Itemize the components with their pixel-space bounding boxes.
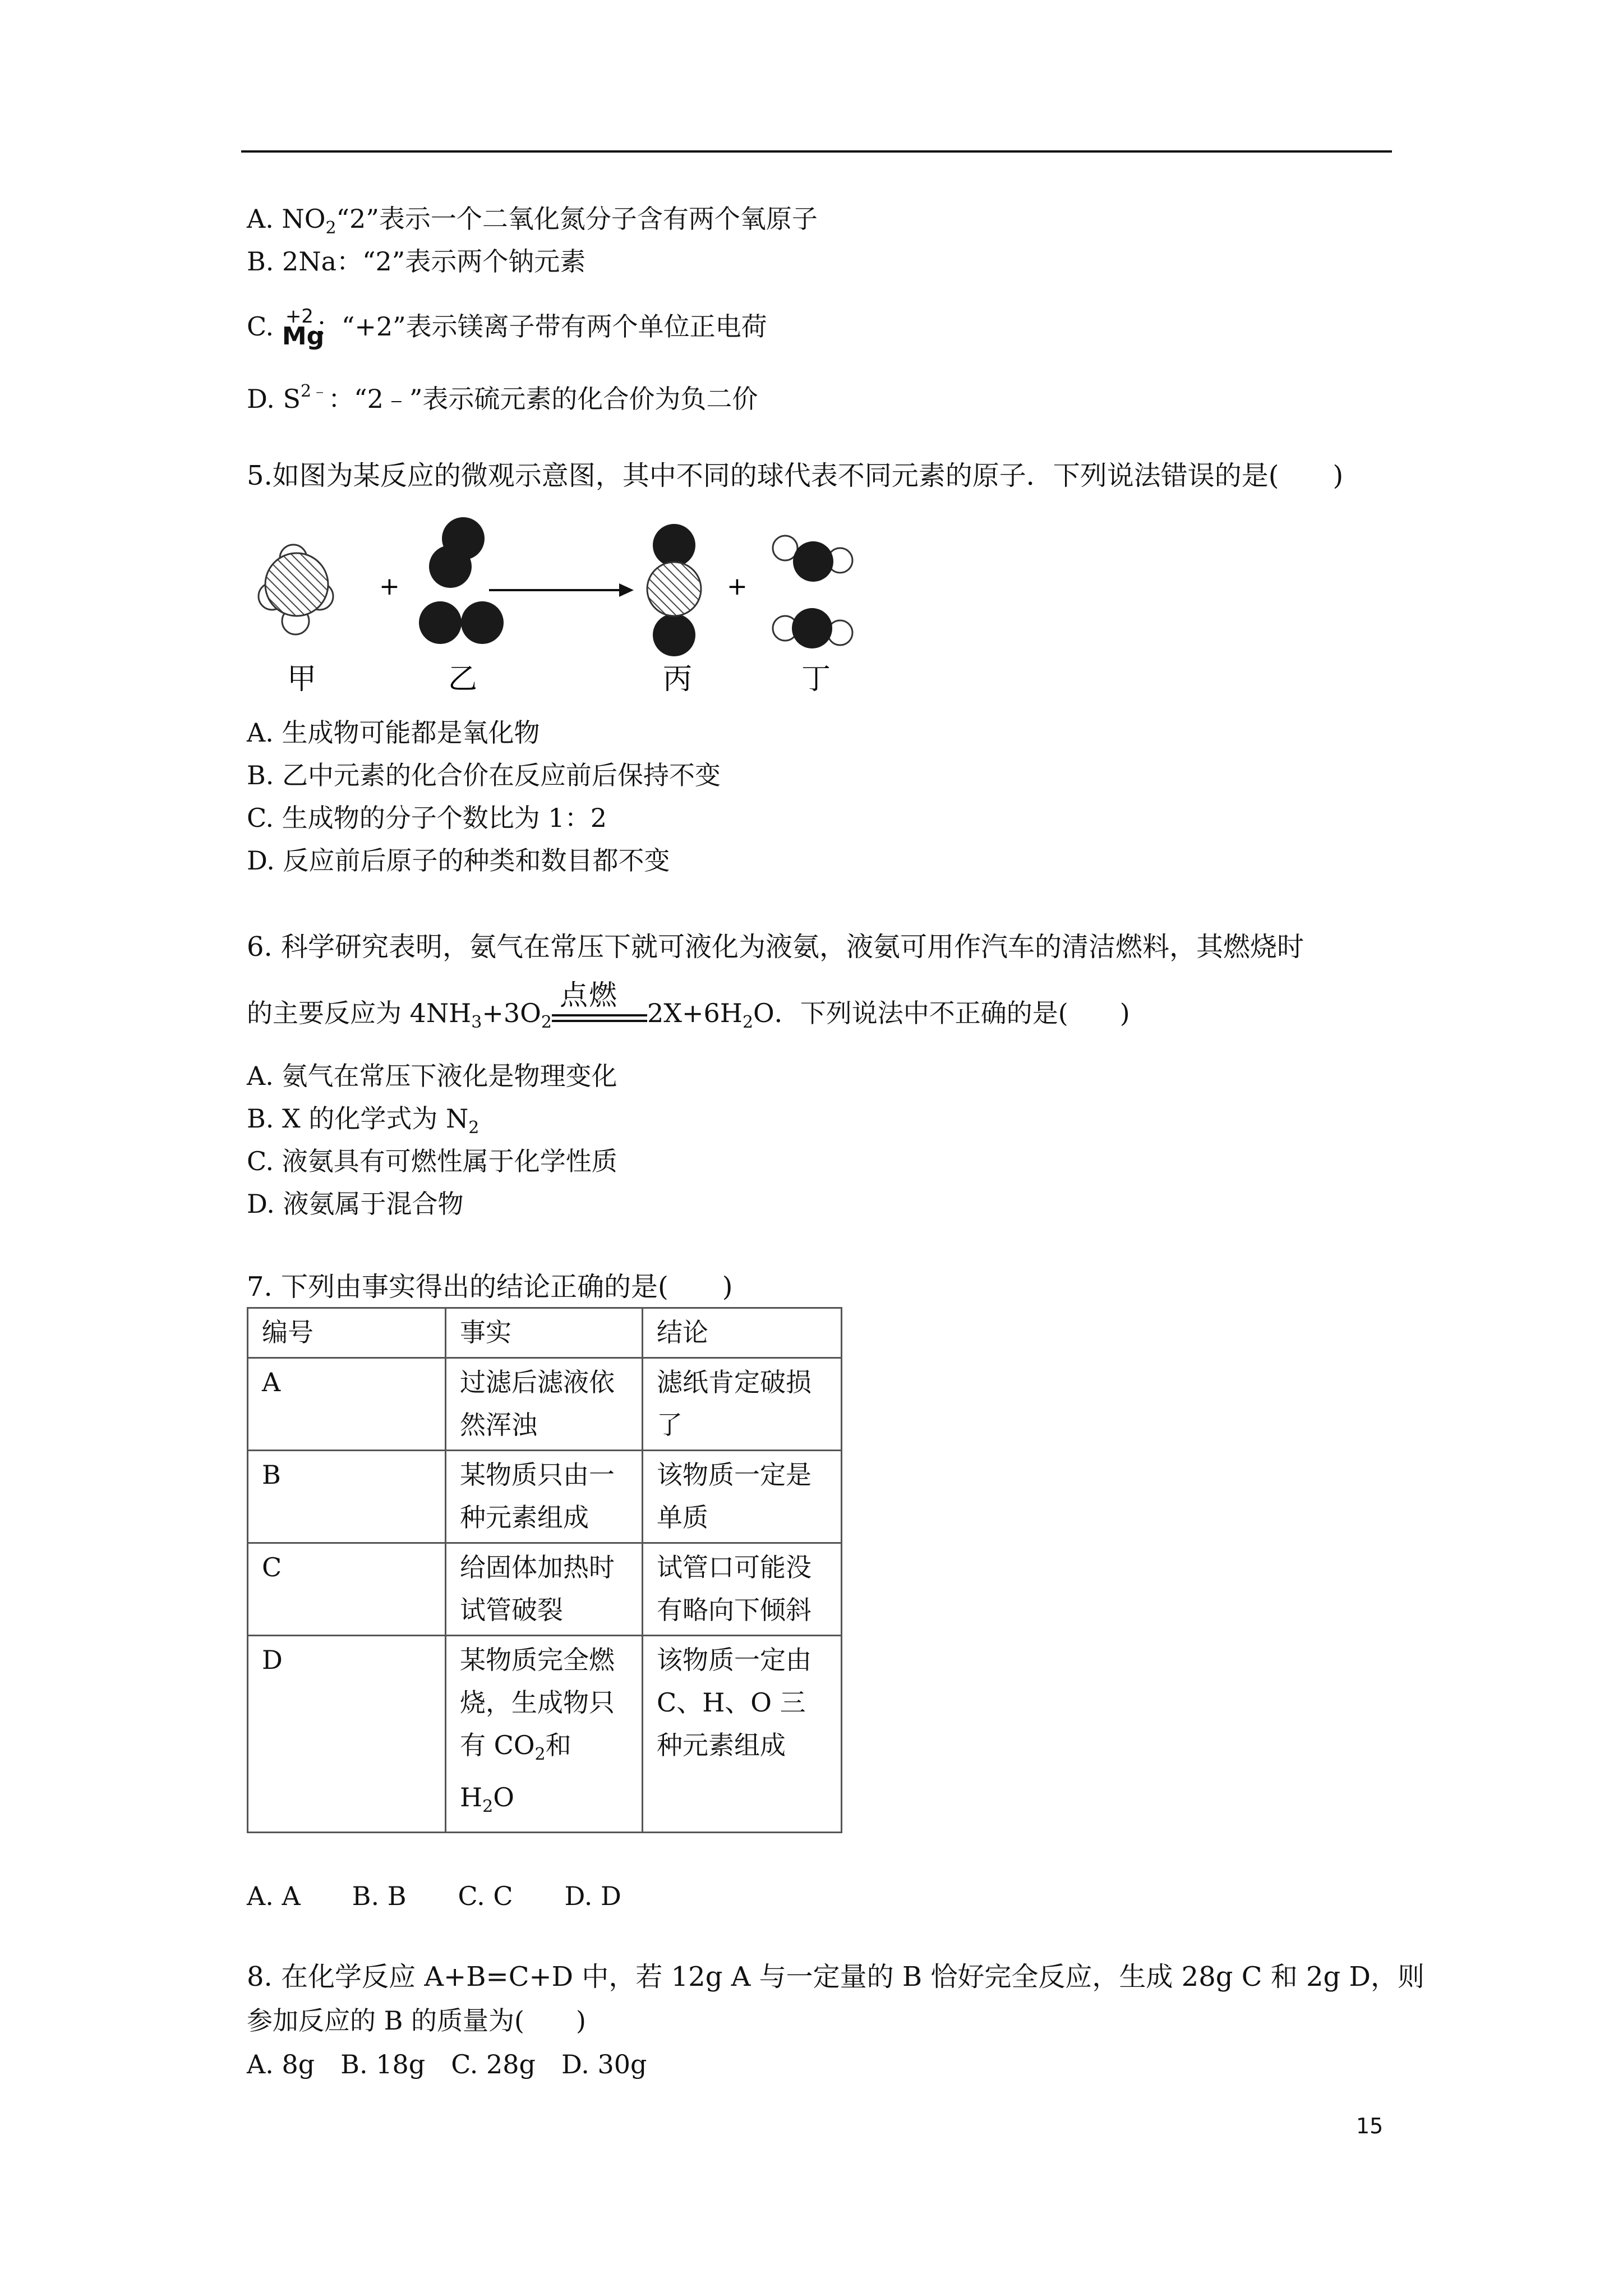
row-id: C bbox=[248, 1543, 446, 1636]
page-number: 15 bbox=[1356, 2114, 1384, 2138]
q5-option-a[interactable]: A. 生成物可能都是氧化物 bbox=[247, 717, 540, 748]
row-conclusion: 滤纸肯定破损了 bbox=[643, 1358, 842, 1451]
molecule-jia bbox=[259, 545, 333, 634]
q4-option-c[interactable]: C. +2 Mg ：“+2”表示镁离子带有两个单位正电荷 bbox=[247, 305, 767, 351]
reaction-diagram bbox=[241, 505, 864, 696]
row-conclusion: 该物质一定由 C、H、O 三种元素组成 bbox=[643, 1636, 842, 1833]
molecule-bing bbox=[647, 524, 701, 656]
q6-stem-line2: 的主要反应为 $4NH_3+3O_2$ 点燃 $2X+6H_2O$．下列说法中不正确的是( ) bbox=[247, 979, 1130, 1032]
q8-stem-line2: 参加反应的 B 的质量为( ) bbox=[247, 2005, 586, 2036]
row-conclusion: 试管口可能没有略向下倾斜 bbox=[643, 1543, 842, 1636]
label-bing: 丙 bbox=[662, 662, 693, 696]
q5-option-c[interactable]: C. 生成物的分子个数比为 1：2 bbox=[247, 803, 607, 833]
table-row bbox=[248, 1543, 842, 1636]
q6-option-c[interactable]: C. 液氨具有可燃性属于化学性质 bbox=[247, 1146, 617, 1176]
plus-sign-1: + bbox=[379, 572, 400, 601]
header-rule bbox=[241, 150, 1392, 153]
ignition-condition: 点燃 bbox=[552, 999, 647, 1032]
q6-option-b[interactable]: B. X 的化学式为 $N_2$ bbox=[247, 1103, 479, 1138]
q6-option-d[interactable]: D. 液氨属于混合物 bbox=[247, 1189, 464, 1219]
mg-valence-symbol: +2 Mg bbox=[282, 305, 325, 351]
table-row bbox=[248, 1636, 842, 1833]
q8-answer-options[interactable]: A. 8g B. 18g C. 28g D. 30g bbox=[247, 2049, 647, 2079]
reaction-arrow bbox=[489, 583, 634, 597]
row-fact: 给固体加热时试管破裂 bbox=[446, 1543, 643, 1636]
header-cell: 事实 bbox=[446, 1308, 643, 1358]
row-id: B bbox=[248, 1451, 446, 1543]
q7-stem: 7. 下列由事实得出的结论正确的是( ) bbox=[247, 1271, 733, 1303]
molecule-yi bbox=[419, 517, 504, 644]
q4-option-a[interactable]: A. $NO_2“2$”表示一个二氧化氮分子含有两个氧原子 bbox=[247, 204, 818, 238]
q8-stem-line1: 8. 在化学反应 A+B=C+D 中，若 12g A 与一定量的 B 恰好完全反应，生成 28g C 和 2g D，则 bbox=[247, 1961, 1424, 1993]
row-id: A bbox=[248, 1358, 446, 1451]
label-jia: 甲 bbox=[287, 662, 317, 696]
q5-option-d[interactable]: D. 反应前后原子的种类和数目都不变 bbox=[247, 845, 670, 876]
header-cell: 结论 bbox=[643, 1308, 842, 1358]
molecule-ding bbox=[773, 536, 852, 648]
q4-option-b[interactable]: B. 2Na：“2”表示两个钠元素 bbox=[247, 246, 586, 277]
table-header-row bbox=[248, 1308, 842, 1358]
row-fact: 过滤后滤液依然浑浊 bbox=[446, 1358, 643, 1451]
plus-sign-2: + bbox=[727, 572, 748, 601]
row-conclusion: 该物质一定是单质 bbox=[643, 1451, 842, 1543]
q6-stem-line1: 6. 科学研究表明，氨气在常压下就可液化为液氨，液氨可用作汽车的清洁燃料，其燃烧时 bbox=[247, 931, 1304, 963]
q7-answer-options[interactable]: A. A B. B C. C D. D bbox=[247, 1881, 621, 1911]
table-row bbox=[248, 1358, 842, 1451]
row-id: D bbox=[248, 1636, 446, 1833]
label-yi: 乙 bbox=[448, 662, 478, 696]
q6-option-a[interactable]: A. 氨气在常压下液化是物理变化 bbox=[247, 1061, 617, 1091]
table-row bbox=[248, 1451, 842, 1543]
q5-option-b[interactable]: B. 乙中元素的化合价在反应前后保持不变 bbox=[247, 760, 721, 790]
row-fact: 某物质只由一种元素组成 bbox=[446, 1451, 643, 1543]
q5-stem: 5.如图为某反应的微观示意图，其中不同的球代表不同元素的原子．下列说法错误的是( ) bbox=[247, 460, 1344, 491]
q7-table bbox=[247, 1307, 842, 1833]
row-fact: 某物质完全燃烧，生成物只有 $CO_2$和 $H_2O$ bbox=[446, 1636, 643, 1833]
header-cell: 编号 bbox=[248, 1308, 446, 1358]
label-ding: 丁 bbox=[801, 662, 831, 696]
q4-option-d[interactable]: D. $S^{2﹣}$：“2﹣”表示硫元素的化合价为负二价 bbox=[247, 381, 758, 414]
